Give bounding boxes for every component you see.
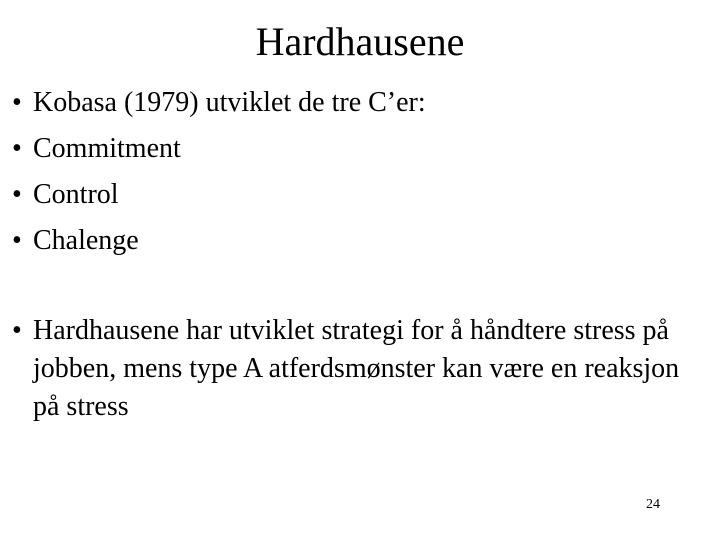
bullet-item: [12, 172, 702, 218]
page-number: 24: [646, 497, 660, 512]
bullet-dot: •: [12, 133, 22, 164]
bullet-text: Kobasa (1979) utviklet de tre C’er:: [33, 87, 426, 118]
bullet-dot: •: [12, 225, 22, 256]
bullet-item: [12, 126, 702, 172]
bullet-list: [12, 80, 702, 264]
bullet-item: [12, 312, 702, 426]
bullet-text: Commitment: [33, 133, 181, 164]
bullet-text: Chalenge: [33, 225, 139, 256]
bullet-item: [12, 80, 702, 126]
bullet-text: Hardhausene har utviklet strategi for å håndtere stress på jobben, mens type A atferdsmønster kan være en reaksjon på stress: [33, 315, 680, 422]
bullet-dot: •: [12, 87, 22, 118]
bullet-list-second: [12, 312, 702, 426]
bullet-dot: •: [12, 179, 22, 210]
slide-title: Hardhausene: [255, 19, 465, 64]
bullet-item: [12, 218, 702, 264]
bullet-dot: •: [12, 315, 22, 346]
bullet-text: Control: [33, 179, 119, 210]
